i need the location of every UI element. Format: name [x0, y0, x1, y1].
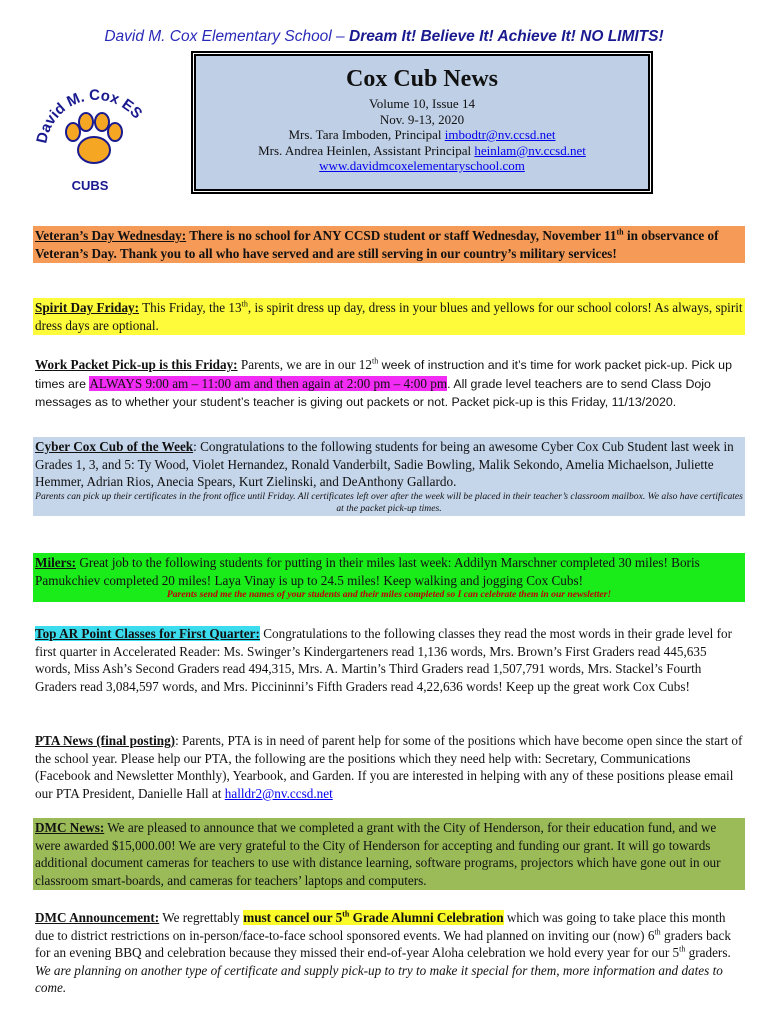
dmc-announcement-text-b: which was going to take place this month due to district restrictions on in-person/face-to-face school sponsored events. We had planned on inviting our (now) 6: [35, 910, 726, 943]
dmc-news-section: [33, 818, 745, 890]
dmc-news-text: We are pleased to announce that we completed a grant with the City of Henderson, for their education fund, and we were awarded $15,000.00! We are very grateful to the City of Henderson for accepting and funding our grant. It will go towards additional document cameras for teachers to use with distance learning, software programs, projectors which have gone out in our classroom smart-boards, and cameras for teachers’ laptops and computers.: [35, 820, 721, 888]
logo-arc-text: David M. Cox ES: [33, 86, 146, 145]
milers-heading: Milers:: [35, 555, 77, 570]
dmc-announcement-italic: We are planning on another type of certificate and supply pick-up to try to make it special for them, more information and dates to come.: [35, 962, 723, 996]
pta-president-email-link[interactable]: halldr2@nv.ccsd.net: [224, 785, 333, 801]
dmc-announcement-text-c: graders back for an evening BBQ and celebration because they missed their end-of-year Aloha celebration we hold every year for our 5: [35, 927, 731, 961]
dmc-announcement-heading: DMC Announcement:: [35, 910, 160, 925]
school-name: David M. Cox Elementary School –: [104, 28, 345, 45]
pta-news-heading: PTA News (final posting): [35, 733, 176, 748]
principal-line: [196, 127, 648, 143]
pta-news-section: [33, 731, 745, 803]
issue-dates: Nov. 9-13, 2020: [379, 111, 465, 127]
spirit-day-text: This Friday, the 13: [139, 300, 242, 315]
dmc-announcement-text-d: graders.: [685, 945, 731, 961]
work-packet-heading: Work Packet Pick-up is this Friday:: [35, 357, 238, 372]
cyber-cub-text: : Congratulations to the following students for being an awesome Cyber Cox Cub Student last week in Grades 1, 3, and 5: Ty Wood, Violet Hernandez, Ronald Vanderbilt, Sadie Bowling, Malik Sekondo, Amelia Michaelson, Juliette Hemmer, Adrian Rios, Anecia Spears, Kurt Zielinski, and DeAnthony Gallardo.: [35, 439, 734, 490]
spirit-day-section: [33, 298, 745, 335]
school-logo: [28, 66, 160, 198]
school-motto: Dream It! Believe It! Achieve It! NO LIMITS!: [349, 28, 664, 45]
dmc-announcement-sup2: th: [654, 927, 661, 937]
cyber-cub-heading: Cyber Cox Cub of the Week: [35, 439, 194, 454]
spirit-day-sup: th: [241, 299, 248, 309]
assistant-principal-name: Mrs. Andrea Heinlen, Assistant Principal: [258, 142, 472, 158]
cyber-cub-section: [33, 437, 745, 516]
assistant-principal-email-link[interactable]: heinlam@nv.ccsd.net: [474, 142, 586, 158]
ar-points-section: [33, 624, 745, 696]
dmc-announcement-text: We regrettably: [159, 910, 244, 925]
pickup-times-highlight: ALWAYS 9:00 am – 11:00 am and then again at 2:00 pm – 4:00 pm: [89, 375, 448, 391]
dmc-news-heading: DMC News:: [35, 820, 105, 835]
milers-note: Parents send me the names of your students and their miles completed so I can celebrate them in our newsletter!: [166, 589, 612, 601]
work-packet-text: Parents, we are in our 12: [237, 357, 372, 372]
veterans-day-sup: th: [616, 227, 624, 237]
dmc-announcement-section: [33, 908, 745, 998]
work-packet-section: [33, 355, 745, 413]
ar-points-heading: Top AR Point Classes for First Quarter:: [35, 626, 260, 641]
paw-print-icon: [66, 113, 122, 163]
newsletter-title: Cox Cub News: [345, 66, 498, 92]
assistant-principal-line: [196, 143, 648, 159]
cancel-highlight-sup: th: [342, 909, 350, 919]
spirit-day-text-cont: , is spirit dress up day, dress in your blues and yellows for our school colors! As always, spirit dress days are optional.: [35, 300, 743, 333]
cancel-highlight-b: Grade Alumni Celebration: [349, 910, 504, 925]
cyber-cub-note: Parents can pick up their certificates in the front office until Friday. All certificates left over after the week will be placed in their teacher’s classroom mailbox. We also have certificates at the packet pick-up times.: [35, 490, 743, 514]
logo-cubs-text: CUBS: [71, 178, 109, 193]
work-packet-sup: th: [371, 356, 379, 366]
cancel-celebration-highlight: [243, 910, 503, 925]
masthead-box: [194, 54, 650, 191]
veterans-day-text: There is no school for ANY CCSD student or staff Wednesday, November 11: [186, 228, 617, 243]
veterans-day-text-cont: in observance of Veteran’s Day. Thank you to all who have served and are still serving in our country’s military services!: [35, 228, 719, 261]
dmc-announcement-sup3: th: [679, 944, 686, 954]
ar-points-text: Congratulations to the following classes they read the most words in their grade level for first quarter in Accelerated Reader: Ms. Swinger’s Kindergarteners read 1,136 words, Mrs. Brown’s First Graders read 445,635 words, Miss Ash’s Second Graders read 494,315, Mrs. A. Martin’s Third Graders read 1,507,791 words, Mrs. Stackel’s Fourth Graders read 3,084,597 words, and Mrs. Piccininni’s Fifth Graders read 4,22,636 words! Keep up the great work Cox Cubs!: [35, 626, 732, 694]
milers-text: Great job to the following students for putting in their miles last week: Addilyn Marschner completed 30 miles! Boris Pamukchiev completed 20 miles! Laya Vinay is up to 24.5 miles! Keep walking and jogging Cox Cubs!: [35, 555, 700, 588]
spirit-day-heading: Spirit Day Friday:: [35, 300, 140, 315]
veterans-day-section: [33, 226, 745, 263]
cancel-highlight-a: must cancel our 5: [243, 910, 343, 925]
pta-news-text: : Parents, PTA is in need of parent help for some of the positions which have become open since the start of the school year. Please help our PTA, the following are the positions which they need help with: Secretary, Communications (Facebook and Newsletter Monthly), Yearbook, and Garden. If you are interested in helping with any of these positions please email our PTA President, Danielle Hall at: [35, 733, 743, 801]
work-packet-text-cont: week of instruction and it’s time for work packet pick-up. Pick up times are: [35, 358, 732, 391]
milers-section: [33, 553, 745, 602]
veterans-day-heading: Veteran’s Day Wednesday:: [35, 228, 187, 243]
work-packet-text-end: . All grade level teachers are to send Class Dojo messages as to whether your student’s teacher is giving out packets or not. Packet pick-up is this Friday, 11/13/2020.: [35, 376, 711, 410]
newsletter-tagline: [0, 28, 768, 46]
volume-issue: Volume 10, Issue 14: [369, 96, 475, 111]
school-website-link[interactable]: www.davidmcoxelementaryschool.com: [319, 158, 525, 173]
principal-email-link[interactable]: imbodtr@nv.ccsd.net: [444, 127, 556, 142]
website-line: [196, 158, 648, 174]
principal-name: Mrs. Tara Imboden, Principal: [288, 127, 442, 142]
